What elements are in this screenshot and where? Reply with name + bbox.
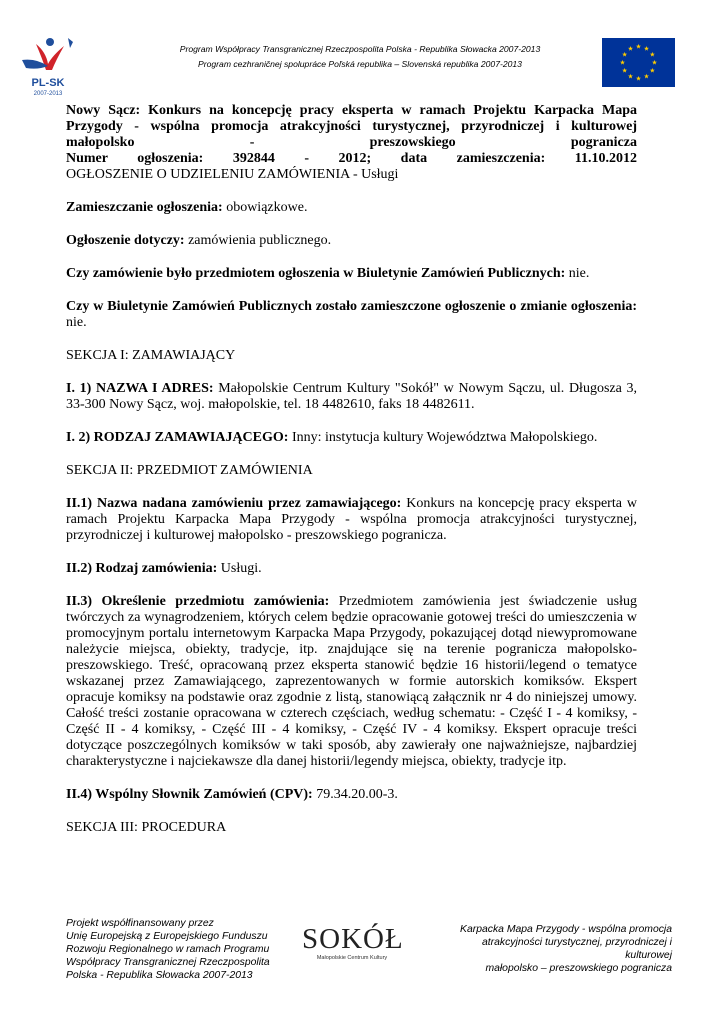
notice-title-line: Przygody - wspólna promocja atrakcyjności turystycznej, przyrodniczej i kulturowej — [66, 119, 637, 134]
sokol-logo-subtitle: Małopolskie Centrum Kultury — [316, 955, 388, 961]
footer-right-line: małopolsko – preszowskiego pogranicza — [485, 963, 672, 974]
notice-title-line: Nowy Sącz: Konkurs na koncepcję pracy eksperta w ramach Projektu Karpacka Mapa — [66, 103, 637, 118]
program-title-pl: Program Współpracy Transgranicznej Rzeczpospolita Polska - Republika Słowacka 2007-2013 — [179, 44, 541, 54]
order-description: II.3) Określenie przedmiotu zamówienia: Przedmiotem zamówienia jest świadczenie usług twórczych za wynagrodzeniem, których celem będzie opracowanie gotowej treści do umieszczenia w promocyjnym portalu internetowym Karpacka Mapa Przygody, pokazującej dotąd niewypromowane należycie miejsca, obiekty, tradycje, itp. znajdujące się na terenie pogranicza małopolsko-preszowskiego. Treść, opracowaną przez eksperta stanowić będzie 16 historii/legend o tematyce wskazanej przez Zamawiającego, zaprezentowanych w formie autorskich komiksów. Ekspert opracuje komiksy na podstawie oraz zgodnie z listą, stanowiącą załącznik nr 4 do niniejszej umowy. Całość treści zostanie opracowana w czterech częściach, według schematu: - Część I - 4 komiksy, - Część II - 4 komiksy, - Część III - 4 komiksy, - Część IV - 4 komiksy. Ekspert opracuje treści dotyczące poszczególnych komiksów w taki sposób, aby zawierały one najważniejsze, najbardziej charakterystyczne i najciekawsze dla danej historii/legendy miejsca, obiekty, tradycje itp. — [66, 594, 637, 769]
pl-sk-program-logo — [16, 30, 80, 102]
footer-left-line: Unię Europejską z Europejskiego Funduszu — [66, 931, 268, 942]
footer-left-line: Rozwoju Regionalnego w ramach Programu — [66, 944, 270, 955]
order-kind: II.2) Rodzaj zamówienia: Usługi. — [66, 561, 262, 576]
footer-left-line: Polska - Republika Słowacka 2007-2013 — [66, 970, 253, 981]
placement-field: Zamieszczanie ogłoszenia: obowiązkowe. — [66, 200, 308, 215]
footer-left-line: Współpracy Transgranicznej Rzeczpospolita — [66, 957, 270, 968]
program-title-sk: Program cezhraničnej spolupráce Poľská republika – Slovenská republika 2007-2013 — [198, 59, 522, 69]
footer-cofinancing — [66, 917, 296, 982]
logo-years: 2007-2013 — [33, 91, 63, 97]
program-title — [120, 42, 600, 72]
contracting-authority-name: I. 1) NAZWA I ADRES: Małopolskie Centrum Kultury "Sokół" w Nowym Sączu, ul. Długosza 3, 33-300 Nowy Sącz, woj. małopolskie, tel. 18 4482610, faks 18 4482611. — [66, 381, 638, 412]
concerns-field: Ogłoszenie dotyczy: zamówienia publicznego. — [66, 233, 332, 248]
footer-right-line: kulturowej — [625, 950, 672, 961]
order-name: II.1) Nazwa nadana zamówieniu przez zamawiającego: Konkurs na koncepcję pracy eksperta w ramach Projektu Karpacka Mapa Przygody - wspólna promocja atrakcyjności turystycznej, przyrodniczej i kulturowej małopolsko - preszowskiego pogranicza. — [66, 496, 637, 543]
notice-number: Numer ogłoszenia: 392844 - 2012; data zamieszczenia: 11.10.2012 — [66, 151, 637, 166]
notice-body — [66, 103, 637, 836]
footer-left-line: Projekt współfinansowany przez — [66, 918, 214, 929]
change-field: Czy w Biuletynie Zamówień Publicznych zostało zamieszczone ogłoszenie o zmianie ogłoszenia: nie. — [66, 299, 637, 330]
sokol-logo — [302, 924, 402, 972]
section-2-heading: SEKCJA II: PRZEDMIOT ZAMÓWIENIA — [66, 463, 313, 478]
footer-right-line: atrakcyjności turystycznej, przyrodniczej i — [482, 937, 672, 948]
notice-title-line: małopolsko - preszowskiego pogranicza — [66, 135, 637, 150]
page-header — [0, 0, 725, 100]
order-cpv: II.4) Wspólny Słownik Zamówień (CPV): 79.34.20.00-3. — [66, 787, 398, 802]
section-1-heading: SEKCJA I: ZAMAWIAJĄCY — [66, 348, 236, 363]
notice-type: OGŁOSZENIE O UDZIELENIU ZAMÓWIENIA - Usługi — [66, 167, 399, 182]
footer-right-line: Karpacka Mapa Przygody - wspólna promocja — [460, 924, 672, 935]
bulletin-field: Czy zamówienie było przedmiotem ogłoszenia w Biuletynie Zamówień Publicznych: nie. — [66, 266, 590, 281]
contracting-authority-type: I. 2) RODZAJ ZAMAWIAJĄCEGO: Inny: instytucja kultury Województwa Małopolskiego. — [66, 430, 598, 445]
section-3-heading: SEKCJA III: PROCEDURA — [66, 820, 227, 835]
footer-project-name — [410, 923, 672, 975]
eu-flag-icon — [602, 38, 675, 87]
sokol-logo-title: SOKÓŁ — [302, 923, 404, 955]
logo-text: PL-SK — [31, 77, 65, 89]
